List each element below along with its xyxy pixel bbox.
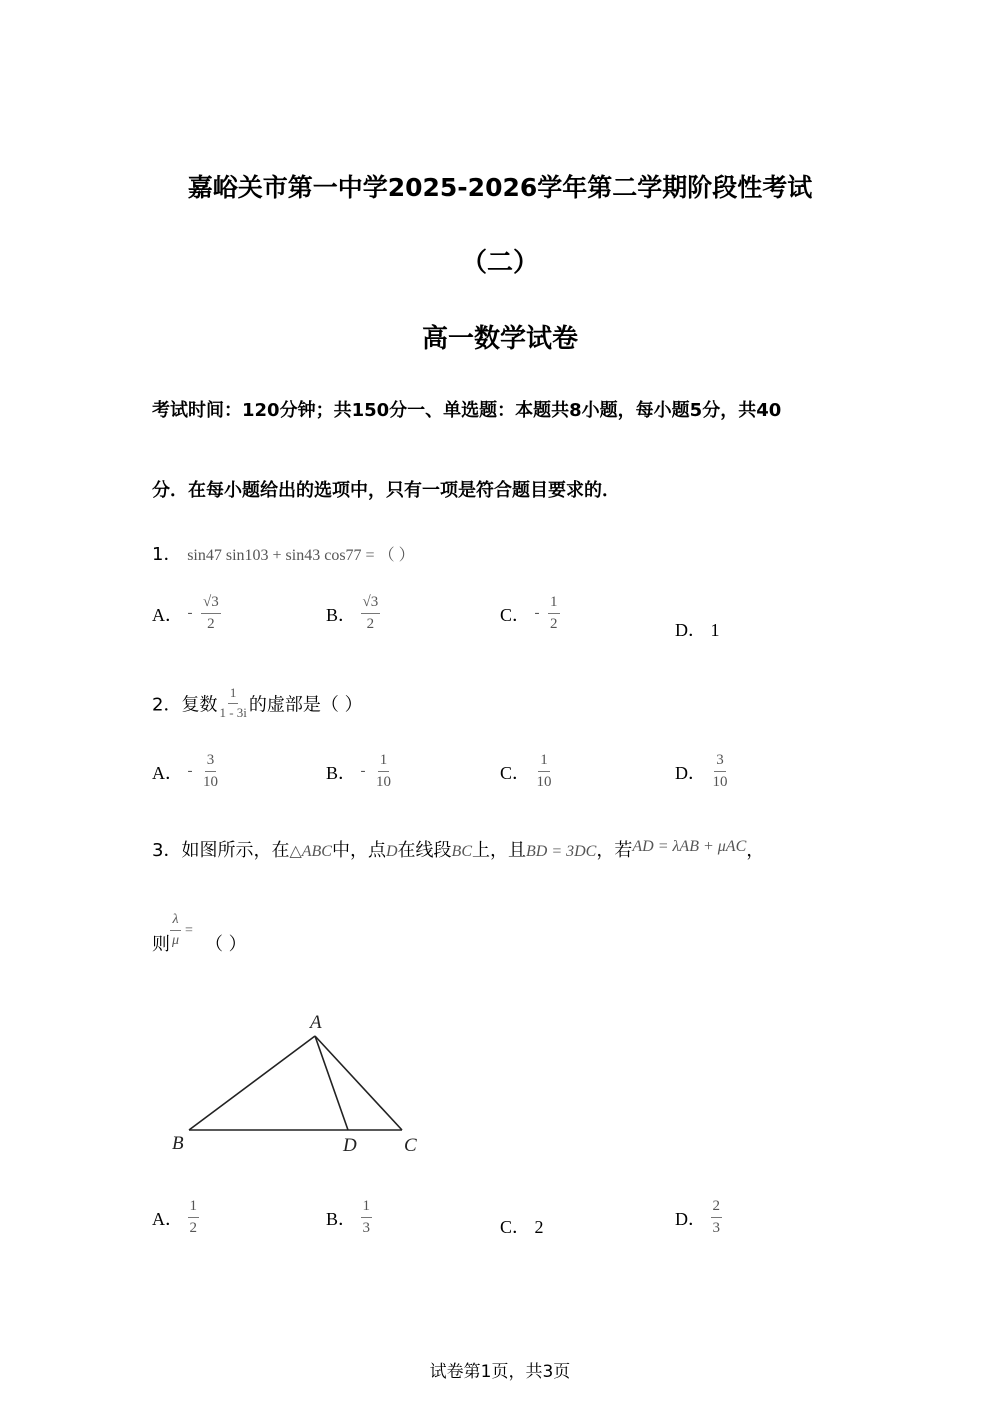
instructions-line-1: 考试时间：120分钟；共150分一、单选题：本题共8小题，每小题5分，共40 [152, 400, 782, 421]
option-a[interactable]: A． $\frac{1}{2}$ [152, 1198, 197, 1237]
fraction: $\frac{√3}{2}$ [362, 594, 379, 633]
fraction: $\frac{3}{10}$ [203, 752, 218, 791]
option-c[interactable]: C． - $\frac{1}{2}$ [500, 594, 558, 633]
page-footer: 试卷第1页，共3页 [429, 1362, 571, 1382]
option-d[interactable]: D． 1 [675, 620, 720, 640]
point-label-d: D [343, 1135, 357, 1156]
fraction: $\frac{\lambda}{\mu}$ [172, 912, 180, 949]
fraction: $\frac{1}{10}$ [536, 752, 552, 791]
fraction: $\frac{2}{3}$ [712, 1198, 720, 1237]
option-a[interactable]: A． - $\frac{3}{10}$ [152, 752, 218, 791]
vertex-label-b: B [172, 1133, 184, 1154]
option-a[interactable]: A． - $\frac{√3}{2}$ [152, 594, 219, 633]
segment-ad [315, 1036, 348, 1130]
fraction: $\frac{1}{10}$ [376, 752, 392, 791]
fraction: $\frac{1}{3}$ [362, 1198, 371, 1237]
option-c[interactable]: C． 2 [500, 1217, 544, 1237]
question-3-options [0, 1198, 1000, 1248]
fraction: $\frac{1}{1 - 3i}$ [219, 685, 247, 720]
question-number: 2． [152, 694, 182, 716]
option-b[interactable]: B． - $\frac{1}{10}$ [326, 752, 392, 791]
fraction: $\frac{√3}{2}$ [203, 594, 219, 633]
question-2-stem: 2．复数 $\frac{1}{1 - 3i}$ 的虚部是（ ） [152, 685, 363, 720]
q1-expression: sin47 sin103 + sin43 cos77 = （ ） [187, 547, 415, 564]
question-number: 1． [152, 544, 182, 565]
fraction: $\frac{3}{10}$ [712, 752, 728, 791]
option-d[interactable]: D． $\frac{3}{10}$ [675, 752, 728, 791]
vertex-label-c: C [404, 1135, 417, 1156]
option-b[interactable]: B． $\frac{√3}{2}$ [326, 594, 379, 633]
question-3-stem-line-2: 则 $\frac{\lambda}{\mu}$ =（ ） [152, 912, 247, 955]
fraction: $\frac{1}{2}$ [550, 594, 558, 633]
side-ab [189, 1036, 315, 1130]
fraction: $\frac{1}{2}$ [189, 1198, 197, 1237]
option-c[interactable]: C． $\frac{1}{10}$ [500, 752, 552, 791]
paper-title: 高一数学试卷 [421, 324, 578, 354]
vertex-label-a: A [310, 1012, 322, 1033]
option-d[interactable]: D． $\frac{2}{3}$ [675, 1198, 720, 1237]
triangle-figure [160, 1005, 450, 1165]
exam-title: 嘉峪关市第一中学2025-2026学年第二学期阶段性考试 [187, 173, 813, 202]
question-1-stem [152, 540, 415, 566]
exam-subtitle: （二） [460, 248, 539, 278]
question-1-options [0, 594, 1000, 654]
option-b[interactable]: B． $\frac{1}{3}$ [326, 1198, 371, 1237]
side-ac [315, 1036, 402, 1130]
question-2-options [0, 752, 1000, 802]
question-number: 3． [152, 840, 182, 861]
instructions-line-2: 分．在每小题给出的选项中，只有一项是符合题目要求的． [152, 480, 620, 501]
question-3-stem: 3．如图所示，在△ABC中，点D在线段BC上，且BD = 3DC，若AD = λAB + μAC， [152, 838, 765, 861]
